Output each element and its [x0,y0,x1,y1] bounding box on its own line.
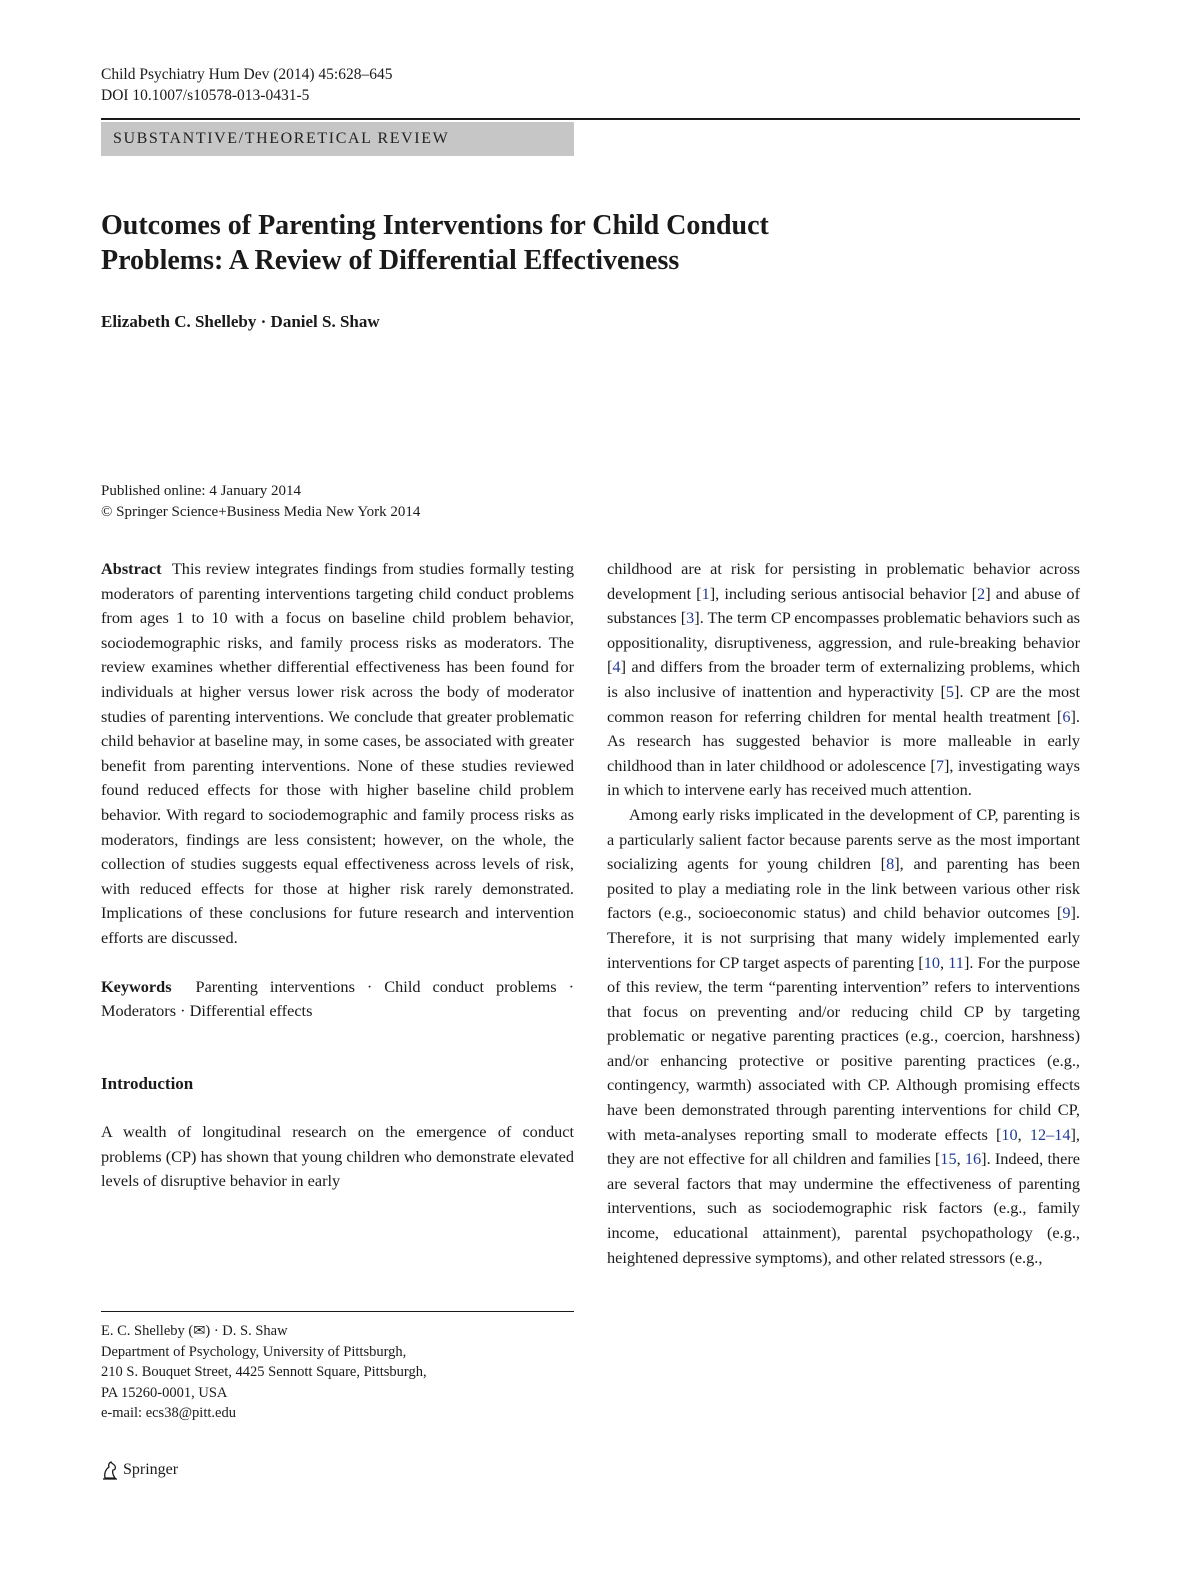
author-affiliation-footnote [101,1321,427,1424]
author-list [101,312,380,332]
title-line-2: Problems: A Review of Differential Effectiveness [101,245,680,276]
body-paragraph: childhood are at risk for persisting in problematic behavior across development [1], including serious antisocial behavior [2] and abuse of substances [3]. The term CP encompasses problematic behaviors such as oppositionality, disruptiveness, aggression, and rule-breaking behavior [4] and differs from the broader term of externalizing problems, which is also inclusive of inattention and hyperactivity [5]. CP are the most common reason for referring children for mental health treatment [6]. As research has suggested behavior is more malleable in early childhood than in later childhood or adolescence [7], investigating ways in which to intervene early has received much attention. [607,559,1081,800]
doi-line: DOI 10.1007/s10578-013-0431-5 [101,87,310,104]
header-rule [101,118,1080,120]
springer-horse-icon [101,1460,119,1480]
footnote-rule [101,1311,574,1312]
citation-link[interactable]: 4 [612,657,621,677]
footnote-authors: E. C. Shelleby (✉) · D. S. Shaw [101,1323,288,1339]
title-line-1: Outcomes of Parenting Interventions for Child Conduct [101,210,769,241]
intro-paragraph: A wealth of longitudinal research on the emergence of conduct problems (CP) has shown that young children who demonstrate elevated levels of disruptive behavior in early [101,1122,574,1191]
left-column [101,557,574,1194]
article-category: SUBSTANTIVE/THEORETICAL REVIEW [101,122,574,156]
citation-link[interactable]: 2 [977,583,986,603]
citation-link[interactable]: 5 [945,681,955,701]
citation-link[interactable]: 10 [1001,1124,1018,1144]
abstract-label: Abstract [101,559,162,578]
citation-link[interactable]: 3 [686,608,695,628]
keywords-label: Keywords [101,976,172,996]
journal-line: Child Psychiatry Hum Dev (2014) 45:628–645 [101,66,393,83]
citation-link[interactable]: 16 [964,1149,982,1169]
copyright-notice: © Springer Science+Business Media New York 2014 [101,504,421,520]
footnote-department: Department of Psychology, University of Pittsburgh, [101,1343,407,1360]
publisher-name: Springer [123,1461,179,1478]
author-separator: · [256,312,271,331]
citation-link[interactable]: 15 [940,1149,957,1169]
author-name: Daniel S. Shaw [270,312,380,331]
publication-info [101,481,420,523]
abstract-text: This review integrates findings from studies formally testing moderators of parenting interventions targeting child conduct problems from ages 1 to 10 with a focus on baseline child problem behavior, sociodemographic risks, and family process risks as moderators. The review examines whether differential effectiveness has been found for individuals at higher versus lower risk across the body of moderator studies of parenting interventions. We conclude that greater problematic child behavior at baseline may, in some cases, be associated with greater benefit from parenting interventions. None of these studies reviewed found reduced effects for those with higher baseline child problem behavior. With regard to sociodemographic and family process risks as moderators, findings are less consistent; however, on the whole, the collection of studies suggests equal effectiveness across levels of risk, with reduced effects for those at higher risk rarely demonstrated. Implications of these conclusions for future research and intervention efforts are discussed. [101,559,575,947]
article-title [101,208,1081,278]
published-date: Published online: 4 January 2014 [101,483,301,499]
citation-link[interactable]: 9 [1062,903,1071,923]
section-heading-introduction: Introduction [101,1073,194,1093]
footnote-street: 210 S. Bouquet Street, 4425 Sennott Square, Pittsburgh, [101,1364,427,1380]
keywords [101,975,574,1024]
footnote-email[interactable]: e-mail: ecs38@pitt.edu [101,1405,236,1421]
citation-link[interactable]: 1 [701,583,710,603]
publisher-logo [101,1460,178,1480]
right-column [607,557,1080,1270]
citation-link[interactable]: 6 [1062,706,1071,726]
author-name: Elizabeth C. Shelleby [101,312,257,331]
keywords-text: Parenting interventions · Child conduct problems · Moderators · Differential effects [101,976,574,1021]
citation-link[interactable]: 11 [948,952,964,972]
citation-link[interactable]: 7 [935,755,944,775]
body-paragraph: Among early risks implicated in the development of CP, parenting is a particularly salient factor because parents serve as the most important socializing agents for young children [8], and parenting has been posited to play a mediating role in the link between various other risk factors (e.g., socioeconomic status) and child behavior outcomes [9]. Therefore, it is not surprising that many widely implemented early interventions for CP target aspects of parenting [10, 11]. For the purpose of this review, the term “parenting intervention” refers to interventions that focus on preventing and/or reducing child CP by targeting problematic or negative parenting practices (e.g., coercion, harshness) and/or enhancing protective or positive parenting practices (e.g., contingency, warmth) associated with CP. Although promising effects have been demonstrated through parenting interventions for child CP, with meta-analyses reporting small to moderate effects [10, 12–14], they are not effective for all children and families [15, 16]. Indeed, there are several factors that may undermine the effectiveness of parenting interventions, such as sociodemographic risk factors (e.g., family income, educational attainment), parental psychopathology (e.g., heightened depressive symptoms), and other related stressors (e.g., [607,804,1081,1267]
citation-link[interactable]: 12–14 [1029,1124,1071,1144]
citation-link[interactable]: 8 [886,854,895,874]
footnote-city: PA 15260-0001, USA [101,1384,228,1401]
citation-link[interactable]: 10 [923,952,941,972]
journal-citation [101,64,392,106]
abstract [101,557,574,951]
